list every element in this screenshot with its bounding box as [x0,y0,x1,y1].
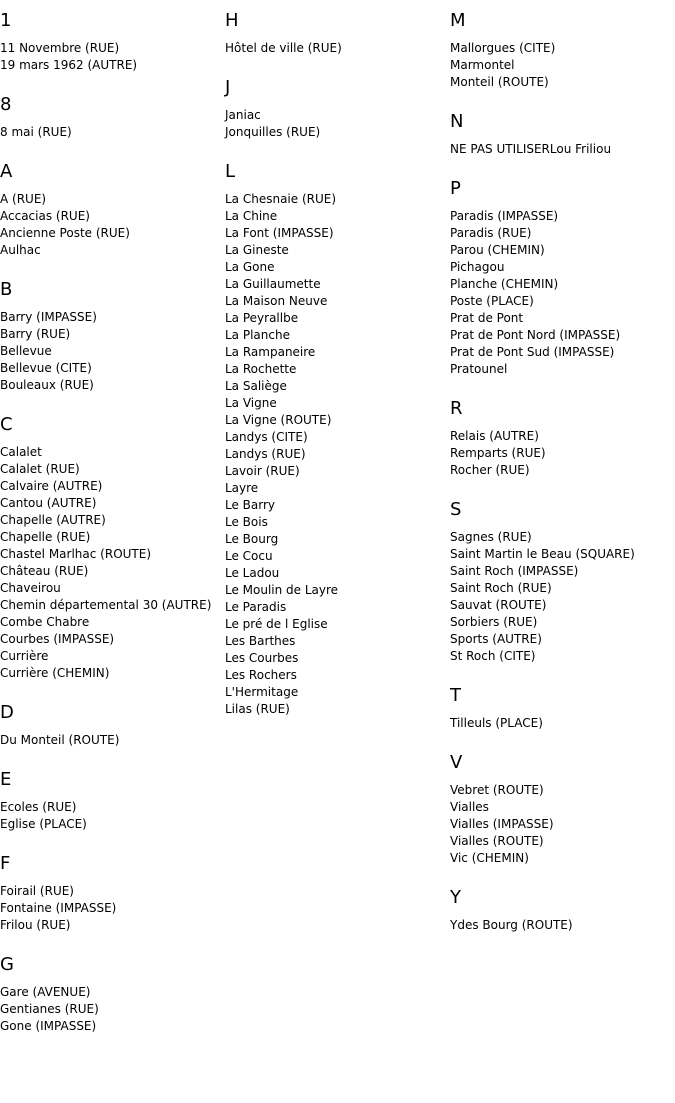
street-link[interactable]: Sauvat (ROUTE) [450,598,547,612]
street-list [225,191,450,718]
street-link[interactable]: Sagnes (RUE) [450,530,532,544]
street-list [450,782,675,867]
letter-heading: T [450,685,461,706]
street-list [450,715,675,732]
street-link[interactable]: Tilleuls (PLACE) [450,716,543,730]
street-list [450,208,675,378]
letter-section [0,414,225,682]
letter-section [450,499,675,665]
letter-heading: G [0,954,14,975]
street-link[interactable]: Le Paradis [225,600,287,614]
letter-section [450,887,675,934]
street-link[interactable]: Chastel Marlhac (ROUTE) [0,547,152,561]
street-link[interactable]: Poste (PLACE) [450,294,534,308]
letter-section [225,161,450,718]
street-link[interactable]: Relais (AUTRE) [450,429,539,443]
letter-heading: P [450,178,461,199]
street-link[interactable]: Calvaire (AUTRE) [0,479,103,493]
street-link[interactable]: Courbes (IMPASSE) [0,632,115,646]
street-link[interactable]: Combe Chabre [0,615,90,629]
street-link[interactable]: Vialles (ROUTE) [450,834,544,848]
street-link[interactable]: La Maison Neuve [225,294,328,308]
letter-section [0,10,225,74]
street-link[interactable]: Paradis (IMPASSE) [450,209,559,223]
street-link[interactable]: Les Rochers [225,668,297,682]
letter-section [450,398,675,479]
street-link[interactable]: La Chine [225,209,278,223]
letter-section [0,279,225,394]
street-link[interactable]: La Gineste [225,243,289,257]
street-link[interactable]: La Planche [225,328,290,342]
street-list [450,529,675,665]
street-link[interactable]: Prat de Pont Nord (IMPASSE) [450,328,621,342]
street-link[interactable]: Saint Martin le Beau (SQUARE) [450,547,635,561]
letter-heading: N [450,111,464,132]
street-link[interactable]: Sports (AUTRE) [450,632,542,646]
street-link[interactable]: La Vigne (ROUTE) [225,413,332,427]
street-link[interactable]: Currière (CHEMIN) [0,666,110,680]
letter-heading: 1 [0,10,12,31]
index-column-2 [225,0,450,738]
letter-section [0,94,225,141]
street-link[interactable]: Gare (AVENUE) [0,985,91,999]
street-link[interactable]: Janiac [225,108,261,122]
street-link[interactable]: Saint Roch (IMPASSE) [450,564,579,578]
street-link[interactable]: Le Ladou [225,566,280,580]
street-list [450,917,675,934]
street-link[interactable]: La Peyrallbe [225,311,299,325]
letter-section [0,853,225,934]
street-link[interactable]: Pichagou [450,260,505,274]
letter-section [225,77,450,141]
street-link[interactable]: Barry (RUE) [0,327,71,341]
street-list [225,107,450,141]
street-link[interactable]: Foirail (RUE) [0,884,74,898]
street-link[interactable]: 19 mars 1962 (AUTRE) [0,58,138,72]
street-link[interactable]: La Rochette [225,362,297,376]
street-link[interactable]: La Guillaumette [225,277,321,291]
letter-heading: 8 [0,94,12,115]
street-link[interactable]: Château (RUE) [0,564,89,578]
street-link[interactable]: Calalet (RUE) [0,462,80,476]
street-link[interactable]: Jonquilles (RUE) [225,125,321,139]
street-link[interactable]: Vic (CHEMIN) [450,851,529,865]
letter-heading: V [450,752,463,773]
letter-heading: Y [450,887,461,908]
street-link[interactable]: Fontaine (IMPASSE) [0,901,117,915]
letter-heading: C [0,414,13,435]
street-link[interactable]: Sorbiers (RUE) [450,615,538,629]
street-link[interactable]: Les Courbes [225,651,299,665]
letter-heading: H [225,10,239,31]
letter-heading: R [450,398,463,419]
street-link[interactable]: St Roch (CITE) [450,649,536,663]
letter-section [450,111,675,158]
letter-heading: A [0,161,13,182]
street-list [0,984,225,1035]
street-link[interactable]: Layre [225,481,259,495]
street-link[interactable]: Frilou (RUE) [0,918,71,932]
street-list [0,40,225,74]
street-list [225,40,450,57]
street-link[interactable]: NE PAS UTILISERLou Friliou [450,142,612,156]
street-link[interactable]: Marmontel [450,58,515,72]
street-link[interactable]: Bouleaux (RUE) [0,378,94,392]
street-link[interactable]: Hôtel de ville (RUE) [225,41,342,55]
street-link[interactable]: Parou (CHEMIN) [450,243,545,257]
street-link[interactable]: Lavoir (RUE) [225,464,300,478]
street-link[interactable]: 8 mai (RUE) [0,125,72,139]
street-link[interactable]: Du Monteil (ROUTE) [0,733,120,747]
street-link[interactable]: Planche (CHEMIN) [450,277,559,291]
letter-section [450,752,675,867]
street-link[interactable]: 11 Novembre (RUE) [0,41,120,55]
street-link[interactable]: La Vigne [225,396,277,410]
street-link[interactable]: Cantou (AUTRE) [0,496,97,510]
letter-heading: B [0,279,13,300]
street-link[interactable]: Le Moulin de Layre [225,583,339,597]
street-link[interactable]: Vialles (IMPASSE) [450,817,554,831]
street-link[interactable]: Gentianes (RUE) [0,1002,99,1016]
street-link[interactable]: Landys (CITE) [225,430,308,444]
letter-heading: E [0,769,12,790]
street-link[interactable]: Chapelle (RUE) [0,530,91,544]
street-link[interactable]: Chemin départemental 30 (AUTRE) [0,598,212,612]
letter-heading: F [0,853,11,874]
street-link[interactable]: Pratounel [450,362,508,376]
street-link[interactable]: Monteil (ROUTE) [450,75,549,89]
street-link[interactable]: Mallorgues (CITE) [450,41,556,55]
street-list [0,191,225,259]
street-link[interactable]: Les Barthes [225,634,296,648]
street-link[interactable]: Currière [0,649,49,663]
street-link[interactable]: La Rampaneire [225,345,316,359]
street-link[interactable]: Chaveirou [0,581,61,595]
street-link[interactable]: Paradis (RUE) [450,226,532,240]
street-link[interactable]: Chapelle (AUTRE) [0,513,106,527]
street-list [0,732,225,749]
street-link[interactable]: Aulhac [0,243,41,257]
street-link[interactable]: La Font (IMPASSE) [225,226,334,240]
street-link[interactable]: Ydes Bourg (ROUTE) [450,918,573,932]
street-list [0,124,225,141]
letter-heading: S [450,499,462,520]
street-link[interactable]: Prat de Pont [450,311,524,325]
street-link[interactable]: Remparts (RUE) [450,446,546,460]
letter-section [225,10,450,57]
street-list [0,444,225,682]
street-link[interactable]: Le Cocu [225,549,273,563]
street-link[interactable]: Ancienne Poste (RUE) [0,226,130,240]
street-link[interactable]: A (RUE) [0,192,47,206]
letter-heading: D [0,702,14,723]
street-list [0,883,225,934]
street-link[interactable]: Bellevue (CITE) [0,361,92,375]
letter-section [450,685,675,732]
street-link[interactable]: La Gone [225,260,275,274]
street-list [0,799,225,833]
letter-section [0,769,225,833]
street-link[interactable]: La Saliège [225,379,287,393]
street-link[interactable]: Le Bourg [225,532,279,546]
street-link[interactable]: Calalet [0,445,42,459]
letter-section [0,954,225,1035]
street-link[interactable]: Lilas (RUE) [225,702,290,716]
street-link[interactable]: Prat de Pont Sud (IMPASSE) [450,345,615,359]
letter-section [450,10,675,91]
street-link[interactable]: Le Barry [225,498,276,512]
street-link[interactable]: Le pré de l Eglise [225,617,328,631]
street-link[interactable]: Rocher (RUE) [450,463,530,477]
street-link[interactable]: Barry (IMPASSE) [0,310,97,324]
index-column-3 [450,0,675,954]
letter-section [450,178,675,378]
street-link[interactable]: Gone (IMPASSE) [0,1019,97,1033]
street-link[interactable]: Vialles [450,800,489,814]
street-link[interactable]: Vebret (ROUTE) [450,783,544,797]
street-link[interactable]: Landys (RUE) [225,447,306,461]
street-link[interactable]: Eglise (PLACE) [0,817,87,831]
street-list [450,428,675,479]
street-list [450,40,675,91]
letter-heading: L [225,161,236,182]
street-list [0,309,225,394]
street-link[interactable]: Bellevue [0,344,52,358]
street-link[interactable]: L'Hermitage [225,685,299,699]
letter-section [0,161,225,259]
letter-heading: M [450,10,466,31]
letter-section [0,702,225,749]
street-link[interactable]: Accacias (RUE) [0,209,90,223]
letter-heading: J [225,77,231,98]
street-link[interactable]: Le Bois [225,515,268,529]
street-link[interactable]: Saint Roch (RUE) [450,581,552,595]
index-column-1 [0,0,225,1055]
street-link[interactable]: Ecoles (RUE) [0,800,77,814]
street-list [450,141,675,158]
street-link[interactable]: La Chesnaie (RUE) [225,192,337,206]
